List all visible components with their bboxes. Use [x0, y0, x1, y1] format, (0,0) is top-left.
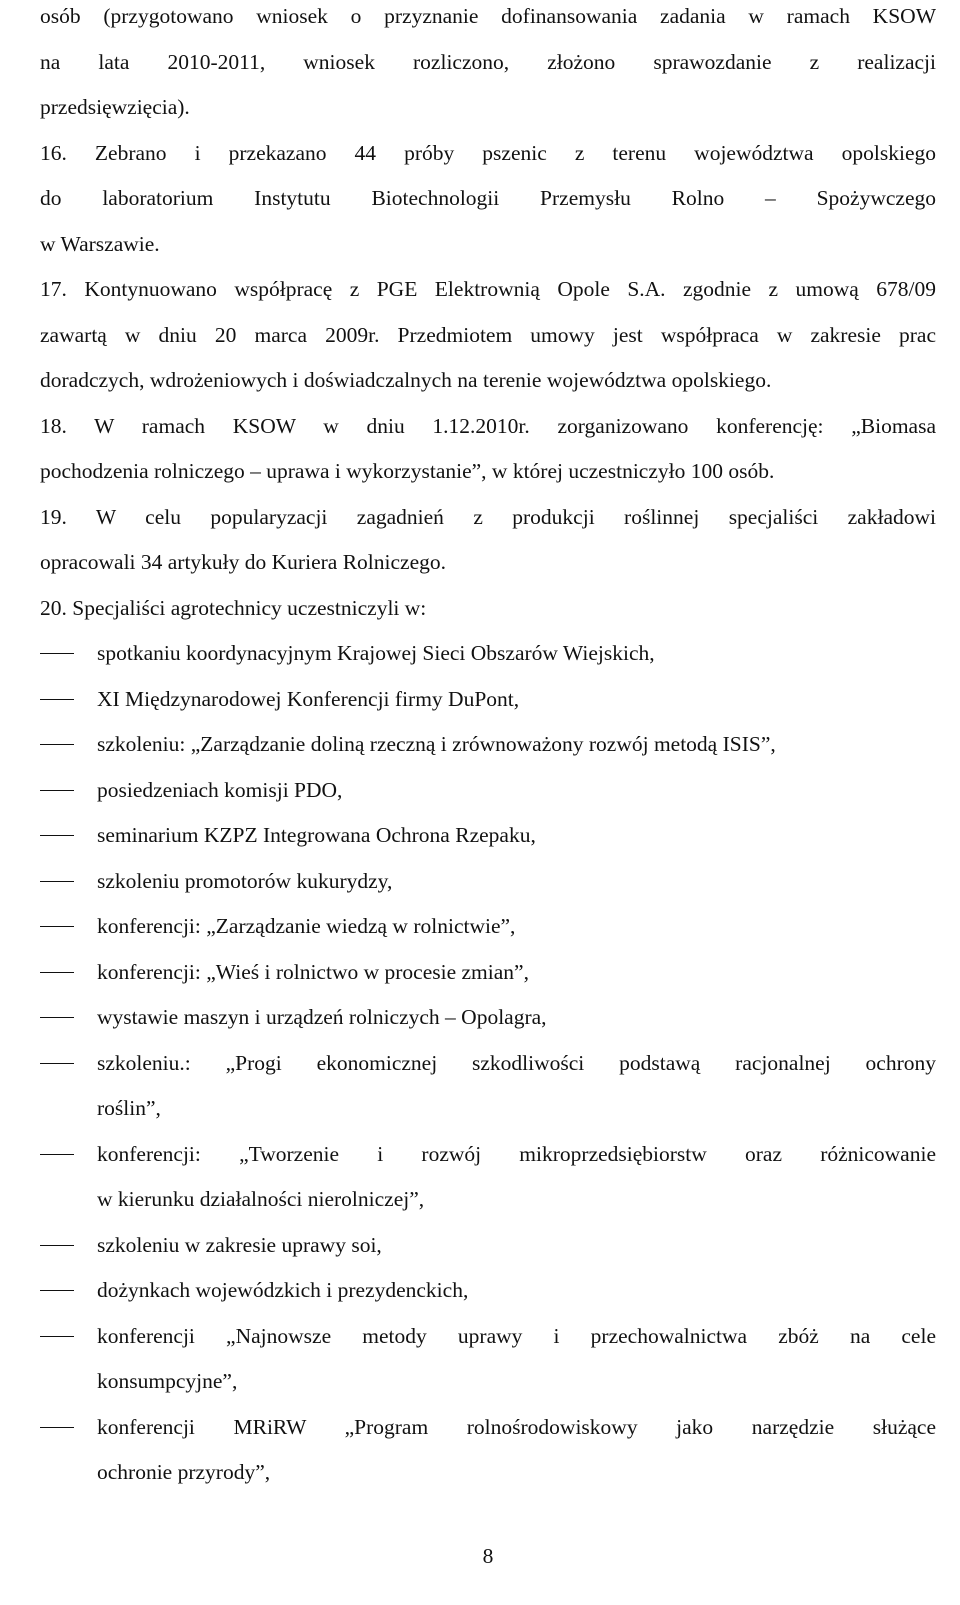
bullet-text: szkoleniu.: „Progi ekonomicznej szkodliwości podstawą racjonalnej ochrony [97, 1050, 936, 1075]
bullet-continuation [40, 1366, 936, 1412]
dash-marker [40, 881, 74, 882]
bullet-text: spotkaniu koordynacyjnym Krajowej Sieci Obszarów Wiejskich, [97, 641, 655, 665]
dash-marker [40, 1427, 74, 1428]
dash-marker [40, 1245, 74, 1246]
dash-marker [40, 1017, 74, 1018]
bullet-text: seminarium KZPZ Integrowana Ochrona Rzepaku, [97, 823, 536, 847]
bullet-text: ochronie przyrody”, [97, 1460, 271, 1484]
bullet-item [40, 729, 936, 775]
text-line: doradczych, wdrożeniowych i doświadczalnych na terenie województwa opolskiego. [40, 368, 772, 392]
bullet-text: konsumpcyjne”, [97, 1369, 238, 1393]
text-line: zawartą w dniu 20 marca 2009r. Przedmiotem umowy jest współpraca w zakresie prac [40, 322, 936, 347]
bullet-text: XI Międzynarodowej Konferencji firmy DuPont, [97, 686, 520, 711]
document-page [40, 0, 936, 1605]
bullet-item [40, 957, 936, 1003]
bullet-text: konferencji: „Zarządzanie wiedzą w rolnictwie”, [97, 914, 516, 938]
bullet-continuation [40, 1184, 936, 1230]
bullet-text: szkoleniu: „Zarządzanie doliną rzeczną i zrównoważony rozwój metodą ISIS”, [97, 732, 776, 756]
bullet-continuation [40, 1457, 936, 1503]
bullet-item [40, 866, 936, 912]
bullet-item [40, 820, 936, 866]
text-line: pochodzenia rolniczego – uprawa i wykorzystanie”, w której uczestniczyło 100 osób. [40, 459, 775, 483]
bullet-continuation [40, 1093, 936, 1139]
bullet-item [40, 1230, 936, 1276]
dash-marker [40, 790, 74, 791]
bullet-text: konferencji MRiRW „Program rolnośrodowiskowy jako narzędzie służące [97, 1414, 936, 1439]
list-item-17: 17. Kontynuowano współpracę z PGE Elektrownią Opole S.A. zgodnie z umową 678/09 [40, 277, 936, 301]
bullet-text: konferencji: „Tworzenie i rozwój mikroprzedsiębiorstw oraz różnicowanie [97, 1141, 936, 1166]
dash-marker [40, 744, 74, 745]
list-item-16: 16. Zebrano i przekazano 44 próby pszenic z terenu województwa opolskiego [40, 140, 936, 165]
bullet-item [40, 1321, 936, 1367]
list-item-19: 19. W celu popularyzacji zagadnień z produkcji roślinnej specjaliści zakładowi [40, 504, 936, 529]
bullet-item [40, 1412, 936, 1458]
dash-marker [40, 1063, 74, 1064]
bullet-text: posiedzeniach komisji PDO, [97, 777, 343, 802]
bullet-text: szkoleniu w zakresie uprawy soi, [97, 1232, 382, 1257]
bullet-item [40, 775, 936, 821]
bullet-text: wystawie maszyn i urządzeń rolniczych – Opolagra, [97, 1005, 547, 1029]
dash-marker [40, 1154, 74, 1155]
list-item-18: 18. W ramach KSOW w dniu 1.12.2010r. zorganizowano konferencję: „Biomasa [40, 413, 936, 438]
bullet-item [40, 638, 936, 684]
bullet-item [40, 1002, 936, 1048]
page-number: 8 [482, 1544, 494, 1568]
bullet-text: konferencji: „Wieś i rolnictwo w procesie zmian”, [97, 959, 529, 984]
bullet-text: szkoleniu promotorów kukurydzy, [97, 868, 393, 893]
dash-marker [40, 926, 74, 927]
bullet-item [40, 1048, 936, 1094]
dash-marker [40, 835, 74, 836]
dash-marker [40, 1290, 74, 1291]
list-item-20: 20. Specjaliści agrotechnicy uczestniczyli w: [40, 595, 427, 620]
text-line: do laboratorium Instytutu Biotechnologii Przemysłu Rolno – Spożywczego [40, 186, 936, 210]
dash-marker [40, 1336, 74, 1337]
bullet-text: konferencji „Najnowsze metody uprawy i przechowalnictwa zbóż na cele [97, 1323, 936, 1348]
text-line: opracowali 34 artykuły do Kuriera Rolniczego. [40, 550, 446, 574]
bullet-text: dożynkach wojewódzkich i prezydenckich, [97, 1278, 469, 1302]
bullet-item [40, 684, 936, 730]
text-line: na lata 2010-2011, wniosek rozliczono, złożono sprawozdanie z realizacji [40, 49, 936, 74]
bullet-text: w kierunku działalności nierolniczej”, [97, 1187, 425, 1211]
text-line: przedsięwzięcia). [40, 95, 190, 119]
dash-marker [40, 653, 74, 654]
bullet-item [40, 1139, 936, 1185]
text-line: osób (przygotowano wniosek o przyznanie dofinansowania zadania w ramach KSOW [40, 4, 936, 28]
text-line: w Warszawie. [40, 231, 160, 256]
bullet-item [40, 911, 936, 957]
bullet-item [40, 1275, 936, 1321]
bullet-text: roślin”, [97, 1096, 161, 1120]
dash-marker [40, 972, 74, 973]
dash-marker [40, 699, 74, 700]
